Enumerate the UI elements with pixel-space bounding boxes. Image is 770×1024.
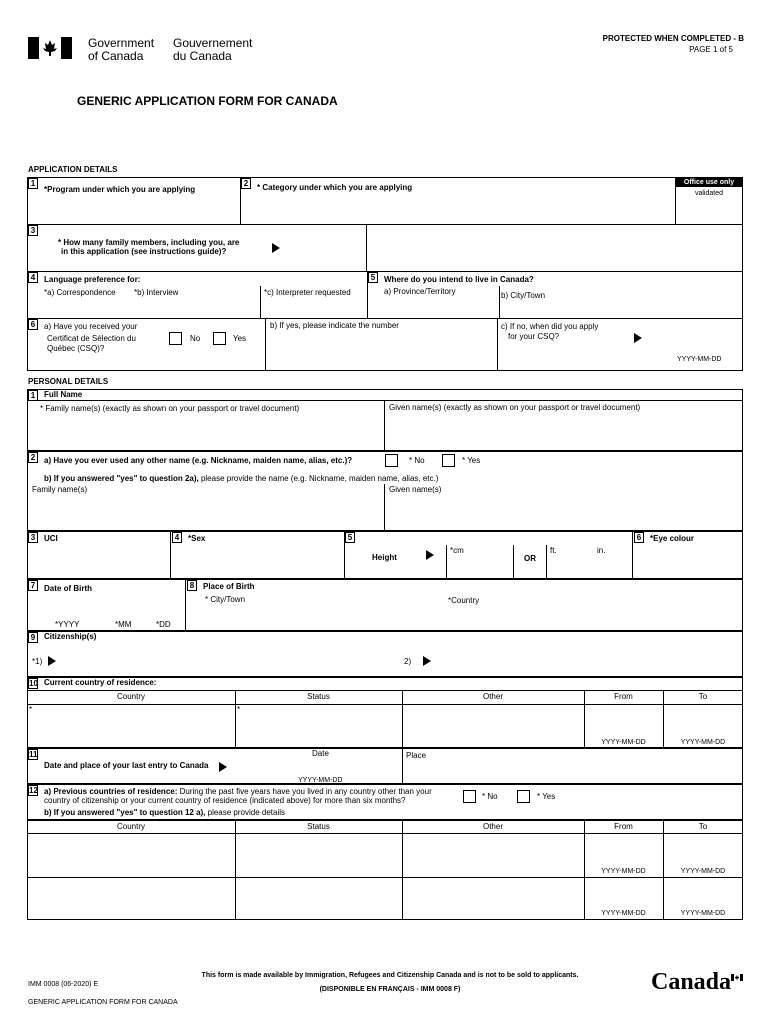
res-to-format: YYYY-MM-DD xyxy=(680,739,726,746)
footer-french-note: (DISPONIBLE EN FRANÇAIS - IMM 0008 F) xyxy=(319,986,461,993)
res-status-required: * xyxy=(237,705,241,714)
q1-number: 1 xyxy=(28,178,38,189)
eye-colour-label: *Eye colour xyxy=(650,534,695,543)
eye-colour-select[interactable] xyxy=(634,546,741,577)
other-family-name-field[interactable] xyxy=(29,496,382,529)
prev-residence-yes-label: * Yes xyxy=(537,792,556,801)
pq7-number: 7 xyxy=(28,580,38,591)
prev-col-country: Country xyxy=(116,822,145,831)
q2-number: 2 xyxy=(241,178,251,189)
res-col-to: To xyxy=(698,692,708,701)
csq-number-label: b) If yes, please indicate the number xyxy=(270,321,399,330)
res-country-select[interactable] xyxy=(29,713,233,746)
gov-en-line2: of Canada xyxy=(88,49,144,63)
other-family-name-label: Family name(s) xyxy=(32,485,88,494)
pq3-number: 3 xyxy=(28,532,38,543)
other-name-instruction: b) If you answered "yes" to question 2a), please provide the name (e.g. Nickname, maiden name, alias, etc.) xyxy=(44,474,439,483)
csq-yes-checkbox[interactable] xyxy=(213,332,226,345)
given-name-field[interactable] xyxy=(386,415,741,449)
res-from-field[interactable] xyxy=(586,706,661,736)
csq-no-checkbox[interactable] xyxy=(169,332,182,345)
prev-row1-from-field[interactable] xyxy=(586,835,661,865)
uci-field[interactable] xyxy=(29,546,168,577)
last-entry-date-format: YYYY-MM-DD xyxy=(298,777,343,784)
pq12-number: 12 xyxy=(29,786,38,795)
prev-row1-other-field[interactable] xyxy=(404,835,582,875)
pob-city-field[interactable] xyxy=(188,606,443,629)
pq9-number: 9 xyxy=(28,632,38,643)
pq5-number: 5 xyxy=(345,532,355,543)
prev-residence-label-2: country of citizenship or your current country of residence (indicated above) for more than six months? xyxy=(44,796,406,805)
pq4-number: 4 xyxy=(172,532,182,543)
arrow-right-icon xyxy=(219,762,227,772)
other-name-no-label: * No xyxy=(409,456,425,465)
height-ft-label: ft. xyxy=(550,546,557,555)
family-members-label-2: in this application (see instructions guide)? xyxy=(61,247,227,256)
prev-row1-to-format: YYYY-MM-DD xyxy=(680,868,726,875)
res-country-required: * xyxy=(29,705,33,714)
arrow-right-icon xyxy=(423,656,431,666)
dob-mm-label: *MM xyxy=(115,620,132,629)
csq-label-3: Québec (CSQ)? xyxy=(47,344,105,353)
page-number: PAGE 1 of 5 xyxy=(689,45,733,54)
q6-number: 6 xyxy=(28,319,38,330)
prev-row2-country-select[interactable] xyxy=(29,879,233,918)
dob-label: Date of Birth xyxy=(44,584,92,593)
pq10-number: 10 xyxy=(29,679,38,688)
pob-city-label: * City/Town xyxy=(205,595,246,604)
prev-col-to: To xyxy=(698,822,708,831)
correspondence-label: *a) Correspondence xyxy=(44,288,116,297)
full-name-label: Full Name xyxy=(44,390,83,399)
csq-no-label: No xyxy=(190,334,201,343)
pq11-number: 11 xyxy=(29,750,38,759)
sex-label: *Sex xyxy=(188,534,206,543)
footer-form-title: GENERIC APPLICATION FORM FOR CANADA xyxy=(28,999,178,1006)
application-details-heading: APPLICATION DETAILS xyxy=(28,165,118,174)
citizenship-label: Citizenship(s) xyxy=(44,632,97,641)
citizenship-2-select[interactable] xyxy=(436,648,736,672)
other-given-name-field[interactable] xyxy=(386,496,741,529)
res-to-field[interactable] xyxy=(665,706,741,736)
canada-wordmark: Canada xyxy=(651,969,732,995)
interpreter-label: *c) Interpreter requested xyxy=(264,288,351,297)
res-from-format: YYYY-MM-DD xyxy=(601,739,646,746)
q4-number: 4 xyxy=(28,272,38,283)
prev-residence-yes-checkbox[interactable] xyxy=(517,790,530,803)
pob-label: Place of Birth xyxy=(203,582,255,591)
family-name-field[interactable] xyxy=(29,415,382,449)
prev-col-other: Other xyxy=(482,822,503,831)
csq-label-1: a) Have you received your xyxy=(44,322,138,331)
last-entry-date-field[interactable] xyxy=(245,760,395,775)
prev-row2-from-format: YYYY-MM-DD xyxy=(601,910,646,917)
category-field[interactable] xyxy=(242,192,672,222)
wordmark-flag-icon xyxy=(731,968,743,975)
language-pref-label: Language preference for: xyxy=(44,275,141,284)
category-label: * Category under which you are applying xyxy=(257,183,413,192)
prev-row1-from-format: YYYY-MM-DD xyxy=(601,868,646,875)
prev-residence-no-checkbox[interactable] xyxy=(463,790,476,803)
given-name-label: Given name(s) (exactly as shown on your passport or travel document) xyxy=(389,403,641,412)
prev-residence-no-label: * No xyxy=(482,792,498,801)
footer-availability-note: This form is made available by Immigration, Refugees and Citizenship Canada and is not to be sold to applicants. xyxy=(201,972,579,979)
other-name-yes-label: * Yes xyxy=(462,456,481,465)
intend-to-live-label: Where do you intend to live in Canada? xyxy=(384,275,534,284)
csq-yes-label: Yes xyxy=(233,334,247,343)
q3-number: 3 xyxy=(28,225,38,236)
height-label: Height xyxy=(372,553,397,562)
last-entry-label: Date and place of your last entry to Canada xyxy=(44,761,209,770)
office-use-header: Office use only xyxy=(683,179,735,186)
arrow-right-icon xyxy=(272,243,280,253)
gov-fr-line1: Gouvernement xyxy=(173,36,253,50)
city-label: b) City/Town xyxy=(501,291,546,300)
other-given-name-label: Given name(s) xyxy=(389,485,442,494)
pq6-number: 6 xyxy=(634,532,644,543)
pob-country-label: *Country xyxy=(448,596,480,605)
q5-number: 5 xyxy=(368,272,378,283)
program-label: *Program under which you are applying xyxy=(44,185,196,194)
pq8-number: 8 xyxy=(187,580,197,591)
form-title: GENERIC APPLICATION FORM FOR CANADA xyxy=(77,94,338,108)
pq1-number: 1 xyxy=(28,390,38,401)
prev-residence-details-label: b) If you answered "yes" to question 12 a), please provide details xyxy=(44,808,286,817)
prev-col-from: From xyxy=(614,822,633,831)
prev-col-status: Status xyxy=(307,822,330,831)
prev-row2-from-field[interactable] xyxy=(586,879,661,907)
uci-label: UCI xyxy=(44,534,58,543)
res-col-status: Status xyxy=(307,692,330,701)
family-members-field[interactable] xyxy=(368,226,741,269)
height-in-label: in. xyxy=(597,546,606,555)
last-entry-date-label: Date xyxy=(312,749,329,758)
family-members-label-1: * How many family members, including you, are xyxy=(58,238,240,247)
csq-when-label-2: for your CSQ? xyxy=(508,332,560,341)
height-or-label: OR xyxy=(524,554,536,563)
other-name-yes-checkbox[interactable] xyxy=(442,454,455,467)
arrow-right-icon xyxy=(634,333,642,343)
prev-row1-to-field[interactable] xyxy=(665,835,741,865)
res-status-select[interactable] xyxy=(237,713,400,746)
res-col-from: From xyxy=(614,692,633,701)
res-other-field[interactable] xyxy=(404,706,582,746)
dob-dd-label: *DD xyxy=(156,620,171,629)
csq-date-format: YYYY-MM-DD xyxy=(677,356,722,363)
form-code: IMM 0008 (06-2020) E xyxy=(28,981,99,988)
other-name-no-checkbox[interactable] xyxy=(385,454,398,467)
prev-residence-label-1: a) Previous countries of residence: During the past five years have you lived in any country other than your xyxy=(44,787,432,796)
family-name-label: * Family name(s) (exactly as shown on your passport or travel document) xyxy=(40,404,300,413)
personal-details-heading: PERSONAL DETAILS xyxy=(28,377,109,386)
sex-select[interactable] xyxy=(172,546,342,577)
prev-row2-to-format: YYYY-MM-DD xyxy=(680,910,726,917)
arrow-right-icon xyxy=(426,550,434,560)
prev-row2-to-field[interactable] xyxy=(665,879,741,907)
current-residence-label: Current country of residence: xyxy=(44,678,157,687)
last-entry-place-field[interactable] xyxy=(404,762,741,782)
interview-label: *b) Interview xyxy=(134,288,179,297)
gov-fr-line2: du Canada xyxy=(173,49,232,63)
prev-row1-status-select[interactable] xyxy=(237,835,400,875)
prev-row2-status-select[interactable] xyxy=(237,879,400,918)
csq-label-2: Certificat de Sélection du xyxy=(47,334,136,343)
program-field[interactable] xyxy=(28,192,238,222)
province-label: a) Province/Territory xyxy=(384,287,456,296)
prev-row2-other-field[interactable] xyxy=(404,879,582,918)
res-col-country: Country xyxy=(116,692,145,701)
citizenship-1-select[interactable] xyxy=(62,648,392,672)
arrow-right-icon xyxy=(48,656,56,666)
prev-row1-country-select[interactable] xyxy=(29,835,233,875)
citizenship-2-label: 2) xyxy=(404,657,412,666)
height-cm-label: *cm xyxy=(450,546,464,555)
citizenship-1-label: *1) xyxy=(32,657,43,666)
csq-when-label-1: c) If no, when did you apply xyxy=(501,322,599,331)
last-entry-place-label: Place xyxy=(406,751,427,760)
pq2-number: 2 xyxy=(28,452,38,463)
office-validated: validated xyxy=(694,190,724,197)
protected-label: PROTECTED WHEN COMPLETED - B xyxy=(602,34,744,43)
pob-country-select[interactable] xyxy=(446,606,741,629)
gov-en-line1: Government xyxy=(88,36,155,50)
other-name-question: a) Have you ever used any other name (e.g. Nickname, maiden name, alias, etc.)? xyxy=(44,456,353,465)
canada-flag-icon xyxy=(28,37,72,59)
res-col-other: Other xyxy=(482,692,503,701)
dob-field[interactable] xyxy=(29,594,183,618)
dob-yyyy-label: *YYYY xyxy=(55,620,80,629)
